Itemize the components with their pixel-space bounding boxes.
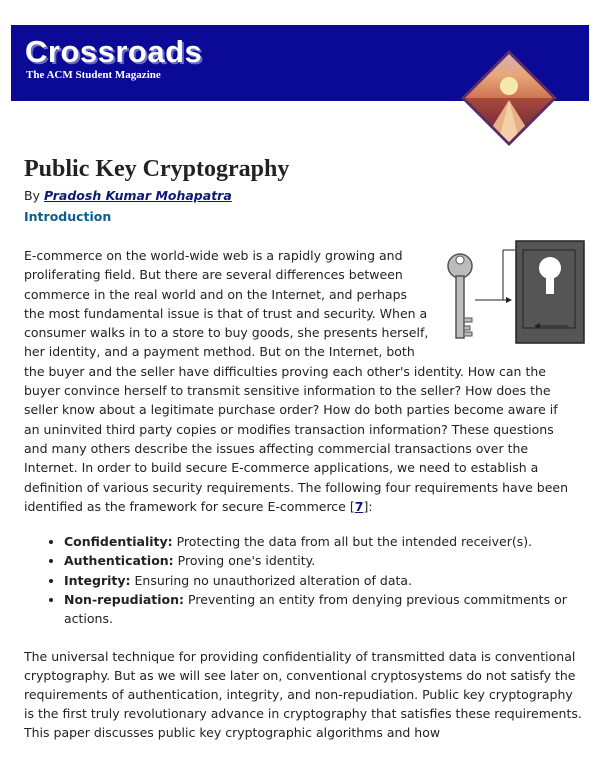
text-line: the most fundamental issue is that of trust and security. When a (24, 305, 428, 321)
requirement-term: Authentication: (64, 553, 174, 569)
section-heading-introduction: Introduction (24, 209, 112, 224)
text-line: seller know about a legitimate purchase order? How do both parties become aware if (24, 402, 558, 418)
text-line: proliferating field. But there are several differences between (24, 267, 403, 283)
body-paragraph: The universal technique for providing confidentiality of transmitted data is conventional cryptography. But as we will see later on, conventional cryptosystems do not satisfy the requirements of authentication, integrity, and non-repudiation. Public key cryptography is the first truly revolutionary advance in cryptography that satisfies these requirements. This paper discusses public key cryptographic algorithms and how (24, 649, 582, 740)
byline-prefix: By (24, 188, 40, 203)
text-line: E-commerce on the world-wide web is a rapidly growing and (24, 248, 403, 263)
sunset-diamond-logo-icon (459, 48, 559, 148)
text-line: definition of various security requirements. The following four requirements have been (24, 479, 569, 495)
text-line: the buyer and the seller have difficulties proving each other's identity. How can the (24, 363, 546, 379)
requirement-term: Non-repudiation: (64, 591, 185, 607)
text-line-last (24, 497, 579, 516)
requirement-desc: Ensuring no unauthorized alteration of data. (130, 572, 413, 588)
reference-link-7[interactable]: 7 (354, 498, 364, 514)
list-item (46, 590, 586, 629)
requirement-desc: Protecting the data from all but the intended receiver(s). (172, 534, 533, 549)
author-link[interactable]: Pradosh Kumar Mohapatra (43, 188, 232, 203)
text-line: and many others describe the issues affecting commercial transactions over the (24, 440, 529, 456)
requirement-desc: Proving one's identity. (173, 553, 316, 569)
text-line: consumer walks in to a store to buy goods, she presents herself, (24, 325, 429, 341)
article-title: Public Key Cryptography (24, 156, 290, 182)
magazine-subtitle: The ACM Student Magazine (26, 69, 161, 81)
byline (24, 187, 232, 205)
text-line: an uninvited third party copies or modifies transaction information? These questions (24, 421, 554, 437)
text-segment: ]: (363, 498, 373, 514)
intro-paragraph (24, 246, 579, 516)
text-line: buyer convince herself to transmit sensitive information to the seller? How does the (24, 383, 551, 399)
requirements-list (46, 532, 586, 628)
magazine-title: Crossroads (25, 34, 203, 69)
text-line: commerce in the real world and on the Internet, and perhaps (24, 286, 408, 302)
requirement-desc: Preventing an entity from denying previous commitments or actions. (64, 591, 567, 627)
text-segment: identified as the framework for secure E-commerce [ (24, 498, 355, 514)
requirement-term: Confidentiality: (64, 534, 173, 549)
text-line: Internet. In order to build secure E-commerce applications, we need to establish a (24, 460, 539, 476)
list-item (46, 571, 586, 590)
text-line: her identity, and a payment method. But on the Internet, both (24, 344, 415, 360)
list-item (46, 551, 586, 570)
list-item (46, 532, 586, 551)
requirement-term: Integrity: (64, 572, 131, 588)
